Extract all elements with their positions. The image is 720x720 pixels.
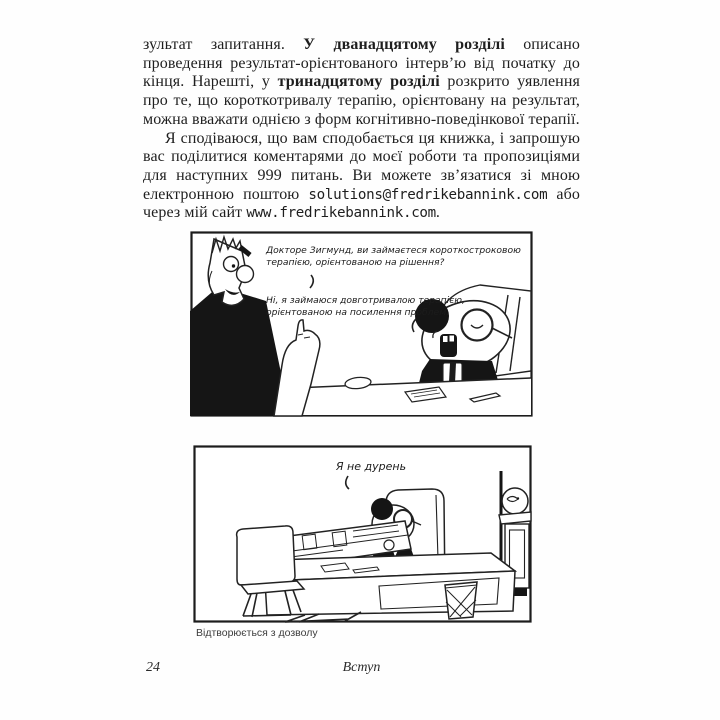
email-address: solutions@fredrikebannink.com — [308, 186, 548, 203]
cartoon-panel-office — [193, 445, 532, 623]
body-text — [143, 36, 580, 223]
speech-question-line1: Докторе Зигмунд, ви займаєтеся короткостроковою — [266, 245, 521, 256]
wastebasket — [445, 582, 477, 619]
client-nose — [237, 266, 254, 283]
text-segment: . — [435, 204, 441, 222]
text-segment: Я сподіваюся, що вам сподобається ця книжка, і запрошую вас поділитися коментарями до моєї роботи та пропозиціями для наступних 999 питань. Ви можете зв’язатися зі мною електронною поштою — [143, 129, 580, 203]
permission-caption: Відтворюється з дозволу — [196, 627, 318, 639]
man-hair — [371, 498, 393, 520]
text-segment: розкрито уявлення про те, що короткотривалу терапію, орієнтовану на результат, можна вважати однією з форм когнітивно-поведінкової терапії. — [143, 73, 580, 128]
bold-chapter-twelve: У дванадцятому розділі — [303, 36, 505, 53]
text-segment: описано проведення результат-орієнтованого інтерв’ю від початку до кінця. Нарешті, у — [143, 36, 580, 91]
analyst-glasses-icon — [462, 310, 493, 341]
client-eye — [224, 257, 239, 272]
paragraph-contact — [143, 130, 580, 224]
speech-answer-line2: орієнтованою на посилення проблем. — [266, 307, 450, 318]
page-number: 24 — [146, 660, 160, 675]
paragraph-chapters — [143, 36, 580, 130]
cartoon-panel-therapy-session — [190, 231, 533, 417]
footer-section-title: Вступ — [342, 660, 381, 675]
website-address: www.fredrikebannink.com — [246, 205, 436, 222]
speech-question-line2: терапією, орієнтованою на рішення? — [266, 257, 445, 268]
speech-answer-line1: Ні, я займаюся довготривалою терапією, — [266, 295, 465, 306]
speech-not-a-fool: Я не дурень — [335, 460, 407, 473]
cartoon1-drawing — [190, 231, 533, 417]
cartoon2-drawing — [193, 445, 532, 623]
text-segment: або через мій сайт — [143, 185, 580, 222]
analyst-open-mouth — [440, 334, 457, 357]
text-segment: зультат запитання. — [143, 36, 304, 53]
bold-chapter-thirteen: тринадцятому розділі — [277, 73, 440, 91]
analyst-tie — [449, 363, 456, 383]
man-hand — [384, 540, 394, 550]
